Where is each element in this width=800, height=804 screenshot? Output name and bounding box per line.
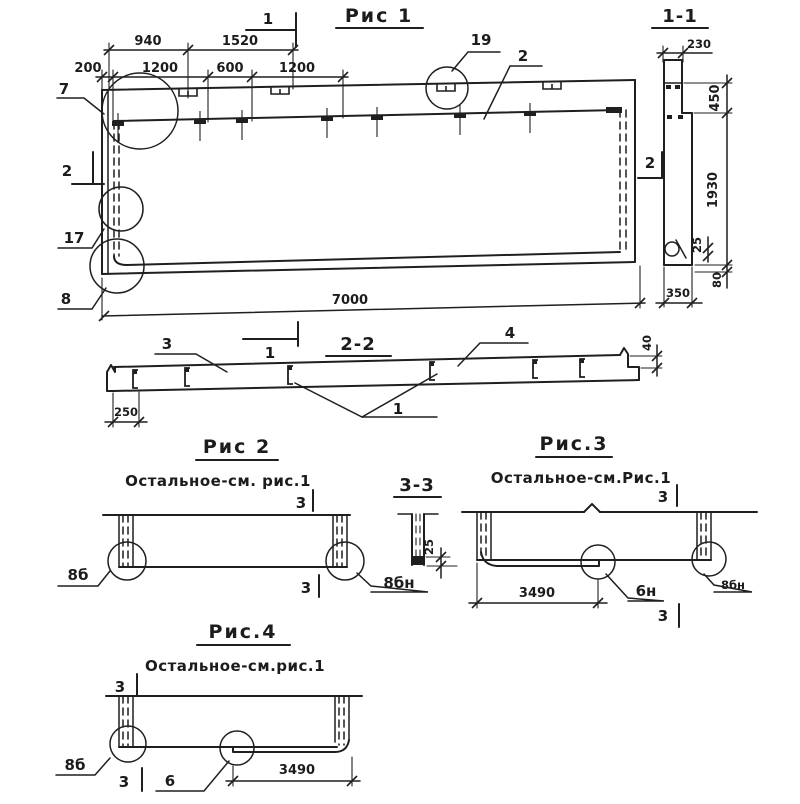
- detail-circle-19: [426, 67, 468, 109]
- dim-450: 450: [708, 84, 723, 112]
- lifting-hook: [665, 242, 679, 256]
- sec33-title: 3-3: [399, 475, 435, 496]
- fig1-dim-row2: [74, 61, 348, 122]
- cut1-top-label: 1: [262, 10, 274, 28]
- callout-19-leader: [452, 52, 500, 71]
- sec22-title: 2-2: [340, 334, 376, 355]
- fig4-callout-8b: 8б: [64, 756, 86, 774]
- fig1: [57, 5, 645, 362]
- fig4-title: Рис.4: [208, 621, 278, 643]
- sec11-dim-350: [656, 267, 702, 308]
- fig2-detail-circle-left: [108, 542, 146, 580]
- dim-250: 250: [113, 405, 139, 419]
- cut2-left-label: 2: [61, 162, 73, 180]
- fig4-note: Остальное-см.рис.1: [144, 657, 326, 675]
- callout-19: 19: [470, 31, 492, 49]
- callout-1: 1: [392, 400, 404, 418]
- fig2-cut3-top: 3: [295, 494, 307, 512]
- dim-25: 25: [690, 236, 704, 254]
- fig3-callout-6n: 6н: [635, 582, 657, 600]
- fig4-dim-3490: [226, 757, 360, 786]
- callout-3: 3: [161, 335, 173, 353]
- fig2-callout-8b: 8б: [67, 566, 89, 584]
- fig2-note: Остальное-см. рис.1: [125, 472, 311, 490]
- dim-25: 25: [422, 538, 436, 556]
- fig3-dim-3490: [469, 563, 607, 608]
- section-2-2: [105, 324, 662, 427]
- fig4-callout-6: 6: [164, 772, 176, 790]
- dim-1520: 1520: [221, 34, 259, 49]
- dim-350: 350: [665, 286, 691, 300]
- callout-3-leader: [155, 354, 227, 372]
- fig4-panel: [106, 696, 362, 752]
- callout-4-leader: [458, 343, 528, 366]
- detail-circle-17: [99, 187, 143, 231]
- section-1-1: [638, 6, 732, 308]
- callout-4: 4: [504, 324, 516, 342]
- fig1-panel-outline: [102, 80, 635, 274]
- dim-230: 230: [686, 37, 712, 51]
- callout-7: 7: [58, 80, 70, 98]
- fig4-cut3-bottom: 3: [118, 773, 130, 791]
- fig2-cut3-bottom: 3: [300, 579, 312, 597]
- fig2-title: Рис 2: [202, 436, 272, 458]
- fig3-note: Остальное-см.Рис.1: [490, 469, 672, 487]
- dim-3490: 3490: [518, 586, 556, 601]
- fig2-panel: [103, 515, 350, 567]
- sec11-column: [664, 60, 692, 265]
- sec33-dim-25: [422, 539, 457, 578]
- sec22-dim-250: [105, 392, 147, 427]
- dim-1200a: 1200: [141, 61, 179, 76]
- fig3-title: Рис.3: [539, 433, 609, 455]
- fig2-callout-8bn: 8бн: [383, 574, 415, 592]
- fig3: [462, 433, 757, 627]
- dim-940: 940: [134, 34, 162, 49]
- sec22-dim-40: [630, 335, 662, 376]
- fig1-title: Рис 1: [344, 5, 414, 27]
- callout-8: 8: [60, 290, 72, 308]
- dim-200: 200: [74, 61, 102, 76]
- callout-2: 2: [517, 47, 529, 65]
- fig2: [58, 436, 428, 597]
- dim-7000: 7000: [331, 293, 369, 308]
- dim-40: 40: [640, 334, 654, 352]
- dim-1930: 1930: [706, 171, 721, 209]
- fig3-panel: [462, 504, 757, 566]
- corner-embed-mark: [606, 107, 622, 113]
- cut1-bottom-label: 1: [264, 344, 276, 362]
- fig3-cut3-bottom: 3: [657, 607, 669, 625]
- sec11-title: 1-1: [662, 6, 698, 27]
- callout-7-leader: [57, 98, 104, 114]
- fig4: [56, 621, 362, 791]
- detail-circle-8: [90, 239, 144, 293]
- fig3-callout-8bn: 8бн: [721, 578, 745, 592]
- fig4-cut3-top: 3: [114, 678, 126, 696]
- cut2-right-label: 2: [644, 154, 656, 172]
- dim-600: 600: [216, 61, 244, 76]
- callout-17: 17: [63, 229, 85, 247]
- dim-80: 80: [710, 271, 724, 289]
- dim-1200b: 1200: [278, 61, 316, 76]
- fig1-dim-7000: [99, 266, 645, 321]
- section-3-3: [394, 475, 457, 578]
- fig3-cut3-top: 3: [657, 488, 669, 506]
- dim-3490: 3490: [278, 763, 316, 778]
- callout-1-leader: [295, 374, 437, 417]
